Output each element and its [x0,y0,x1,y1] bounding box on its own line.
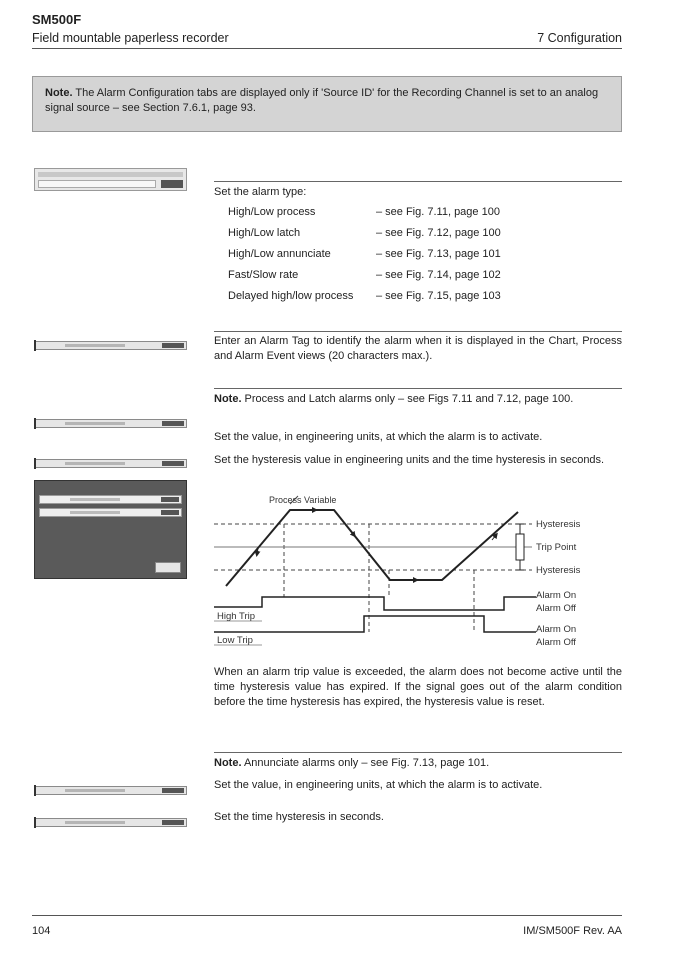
hysteresis-text: Set the hysteresis value in engineering units and the time hysteresis in seconds. [214,454,605,466]
doc-title: SM500F [32,12,82,27]
high-alarm-off-label: Alarm Off [536,603,576,614]
section-rule [214,388,622,389]
alarm-type-list [228,202,501,307]
process-variable-line [226,510,518,586]
process-variable-label: Process Variable [269,495,337,505]
alarm-type-intro: Set the alarm type: [214,186,307,198]
low-alarm-off-label: Alarm Off [536,637,576,648]
low-alarm-on-label: Alarm On [536,624,577,635]
list-item: High/Low annunciate – see Fig. 7.13, page 101 [228,248,501,260]
section-rule [214,181,622,182]
footer-rule [32,915,622,916]
doc-reference: IM/SM500F Rev. AA [523,925,622,937]
time-hysteresis-control-thumbnail [34,818,187,827]
hysteresis-control-thumbnail [34,459,187,468]
annunciate-note: Note. Annunciate alarms only – see Fig. 7.13, page 101. [214,757,490,769]
trip-text: Set the value, in engineering units, at which the alarm is to activate. [214,431,543,443]
list-item: High/Low process – see Fig. 7.11, page 100 [228,206,500,218]
high-alarm-on-label: Alarm On [536,590,577,601]
annunciate-trip-control-thumbnail [34,786,187,795]
trip-point-label: Trip Point [536,542,577,553]
hysteresis-diagram [214,492,622,652]
alarm-config-note [32,76,622,132]
low-trip-label: Low Trip [217,635,253,646]
alarm-tag-control-thumbnail [34,341,187,350]
section-title: 7 Configuration [537,31,622,45]
low-trip-signal [214,616,536,632]
list-item: High/Low latch – see Fig. 7.12, page 100 [228,227,501,239]
lower-hysteresis-label: Hysteresis [536,565,581,576]
page-number: 104 [32,925,51,937]
high-trip-label: High Trip [217,611,256,622]
annunciate-trip-text: Set the value, in engineering units, at which the alarm is to activate. [214,779,543,791]
process-note: Note. Process and Latch alarms only – see Figs 7.11 and 7.12, page 100. [214,393,574,405]
doc-subtitle: Field mountable paperless recorder [32,31,229,45]
high-trip-signal [214,597,536,610]
time-hysteresis-explanation: When an alarm trip value is exceeded, the alarm does not become active until the time hysteresis value has expired. If the signal goes out of the alarm condition before the time hysteresis has expired, the hysteresis value is reset. [214,666,622,708]
note-text: The Alarm Configuration tabs are displayed only if 'Source ID' for the Recording Channel is set to an analog signal source – see Section 7.6.1, page 93. [45,87,599,114]
header-rule [32,48,622,49]
section-rule [214,752,622,753]
upper-hysteresis-label: Hysteresis [536,519,581,530]
annunciate-time-text: Set the time hysteresis in seconds. [214,811,384,823]
list-item: Delayed high/low process – see Fig. 7.15, page 103 [228,290,501,302]
alarm-tag-text: Enter an Alarm Tag to identify the alarm when it is displayed in the Chart, Process and Alarm Event views (20 characters max.). [214,335,622,362]
section-rule [214,331,622,332]
note-label: Note. [45,87,73,99]
alarm-type-screen-thumbnail [34,168,187,191]
trip-control-thumbnail [34,419,187,428]
list-item: Fast/Slow rate – see Fig. 7.14, page 102 [228,269,501,281]
hysteresis-dialog-thumbnail [34,480,187,579]
